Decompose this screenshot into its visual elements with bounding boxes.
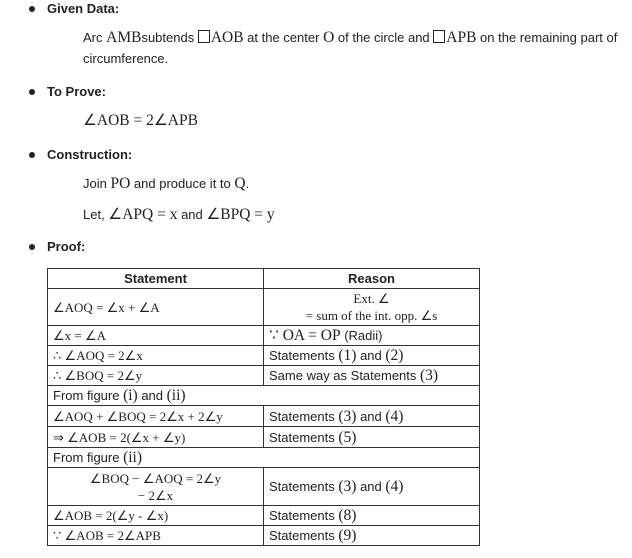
construction-line-2: Let, ∠APQ = x and ∠BPQ = y (83, 206, 275, 223)
statement-cell: ∠AOQ = ∠x + ∠A (48, 289, 264, 326)
statement-cell: ∠x = ∠A (48, 326, 264, 346)
statement-cell: ⇒ ∠AOB = 2(∠x + ∠y) (48, 427, 264, 448)
reason-cell: Statements (8) (264, 506, 480, 526)
table-row (48, 506, 480, 526)
full-row-cell: From figure (ii) (48, 448, 480, 468)
heading-construction: Construction: (47, 147, 133, 162)
angle-box-icon (433, 30, 445, 43)
table-row (48, 346, 480, 366)
reason-cell: Statements (5) (264, 427, 480, 448)
statement-cell: ∠AOQ + ∠BOQ = 2∠x + 2∠y (48, 406, 264, 427)
bullet (29, 89, 35, 95)
full-row-cell: From figure (i) and (ii) (48, 386, 480, 406)
reason-cell: Same way as Statements (3) (264, 366, 480, 386)
header-statement: Statement (48, 269, 264, 289)
construction-line-1: Join PO and produce it to Q. (83, 175, 250, 192)
statement-cell: ∠AOB = 2(∠y - ∠x) (48, 506, 264, 526)
reason-cell: Statements (1) and (2) (264, 346, 480, 366)
table-row (48, 289, 480, 326)
reason-cell: Ext. ∠ = sum of the int. opp. ∠s (264, 289, 480, 326)
angle-box-icon (198, 30, 210, 43)
proof-table (47, 268, 480, 546)
statement-cell: ∴ ∠AOQ = 2∠x (48, 346, 264, 366)
heading-given: Given Data: (47, 1, 120, 16)
table-row (48, 427, 480, 448)
statement-cell: ∴ ∠BOQ = 2∠y (48, 366, 264, 386)
header-reason: Reason (264, 269, 480, 289)
table-row (48, 526, 480, 546)
statement-cell: ∵ ∠AOB = 2∠APB (48, 526, 264, 546)
reason-cell: ∵ OA = OP (Radii) (264, 326, 480, 346)
to-prove-statement: ∠AOB = 2∠APB (83, 112, 198, 129)
bullet (29, 244, 35, 250)
reason-cell: Statements (9) (264, 526, 480, 546)
table-row (48, 468, 480, 506)
table-row (48, 366, 480, 386)
bullet (29, 6, 35, 12)
table-row (48, 326, 480, 346)
table-header-row (48, 269, 480, 289)
given-line-2: circumference. (83, 51, 169, 66)
heading-proof: Proof: (47, 239, 86, 254)
given-line-1: Arc AMBsubtends AOB at the center O of the circle and APB on the remaining part of (83, 29, 618, 46)
reason-cell: Statements (3) and (4) (264, 468, 480, 506)
reason-cell: Statements (3) and (4) (264, 406, 480, 427)
bullet (29, 152, 35, 158)
table-row (48, 448, 480, 468)
heading-to-prove: To Prove: (47, 84, 106, 99)
table-row (48, 386, 480, 406)
statement-cell: ∠BOQ − ∠AOQ = 2∠y − 2∠x (48, 468, 264, 506)
table-row (48, 406, 480, 427)
